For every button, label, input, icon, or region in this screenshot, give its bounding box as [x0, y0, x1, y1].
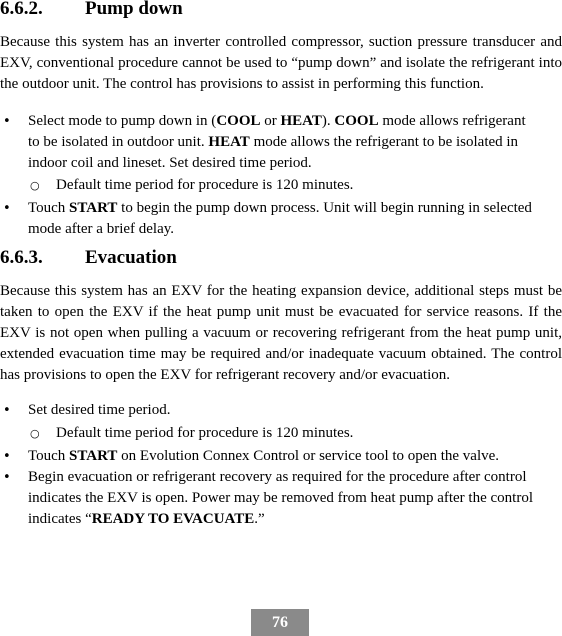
evacuation-bullet-touch-start	[0, 446, 540, 467]
pump-down-bullet-select-mode	[0, 111, 540, 174]
evacuation-sub-default-time	[28, 423, 548, 444]
page-number: 76	[251, 609, 309, 636]
section-heading-pump-down	[0, 0, 183, 20]
sub-bullet-text: Default time period for procedure is 120 minutes.	[56, 425, 354, 441]
pump-down-intro-paragraph: Because this system has an inverter controlled compressor, suction pressure transducer and EXV, conventional procedure cannot be used to “pump down” and isolate the refrigerant into the outdoor unit. The control has provisions to assist in performing this function.	[0, 34, 562, 92]
evacuation-bullet-set-time	[0, 400, 540, 421]
bullet-text: Set desired time period.	[28, 402, 171, 418]
bullet-text: Touch START to begin the pump down process. Unit will begin running in selected mode after a brief delay.	[28, 200, 532, 237]
pump-down-bullet-touch-start	[0, 198, 540, 240]
bullet-icon: •	[3, 201, 11, 216]
bullet-text: Begin evacuation or refrigerant recovery as required for the procedure after control indicates the EXV is open. Power may be removed from heat pump after the control indicates “READY TO EVACUATE.”	[28, 469, 533, 527]
pump-down-sub-default-time	[28, 175, 548, 196]
bullet-text: Touch START on Evolution Connex Control or service tool to open the valve.	[28, 448, 500, 464]
sub-bullet-icon: ○	[30, 427, 40, 440]
bullet-text: Select mode to pump down in (COOL or HEAT). COOL mode allows refrigerant to be isolated in outdoor unit. HEAT mode allows the refrigerant to be isolated in indoor coil and lineset. Set desired time period.	[28, 113, 526, 171]
evacuation-intro-paragraph: Because this system has an EXV for the heating expansion device, additional steps must be taken to open the EXV if the heat pump unit must be evacuated for service reasons. If the EXV is not open when pulling a vacuum or recovering refrigerant from the heat pump unit, extended evacuation time may be required and/or inadequate vacuum obtained. The control has provisions to open the EXV for refrigerant recovery and/or evacuation.	[0, 283, 562, 383]
evacuation-bullet-begin-evacuation	[0, 467, 540, 530]
section-title: Pump down	[85, 0, 183, 19]
section-heading-evacuation	[0, 247, 177, 269]
section-title: Evacuation	[85, 247, 177, 268]
bullet-icon: •	[3, 403, 11, 418]
bullet-icon: •	[3, 470, 11, 485]
bullet-icon: •	[3, 449, 11, 464]
sub-bullet-icon: ○	[30, 179, 40, 192]
section-number: 6.6.3.	[0, 247, 43, 268]
sub-bullet-text: Default time period for procedure is 120 minutes.	[56, 177, 354, 193]
bullet-icon: •	[3, 114, 11, 129]
section-number: 6.6.2.	[0, 0, 43, 19]
